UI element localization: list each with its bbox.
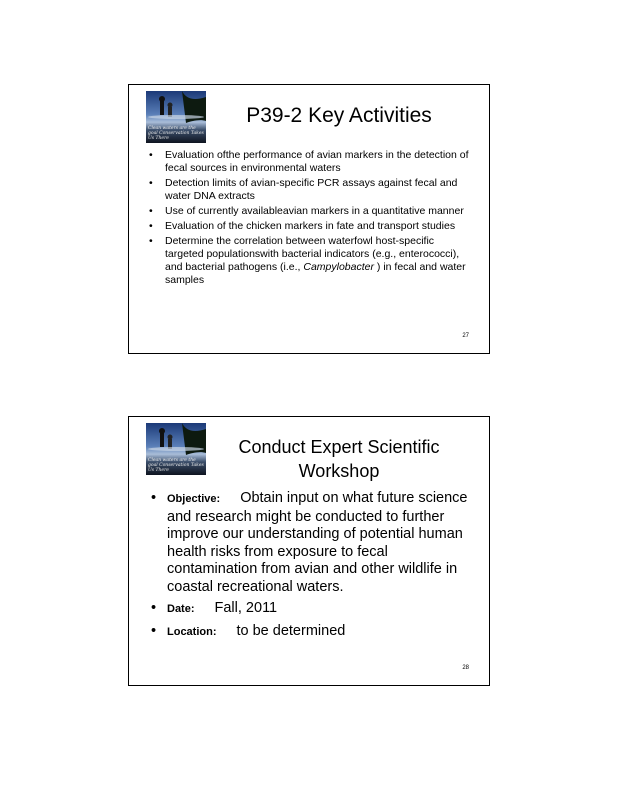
objective-item (151, 490, 471, 596)
location-item (151, 623, 471, 642)
logo-caption: Clean waters are the goal Conservation Takes Us There (148, 458, 204, 473)
pathogen-name: Campylobacter (303, 261, 374, 273)
logo-caption: Clean waters are the goal Conservation Takes Us There (148, 126, 204, 141)
bullet-text-end: ) in fecal and water samples (165, 261, 466, 286)
page-number: 27 (462, 333, 469, 339)
bullet-text: Determine the correlation between waterfowl host-specific targeted populationswith bacterial indicators (e.g., enterococci), and bacterial pathogens (i.e., (165, 235, 460, 273)
logo-image (146, 423, 206, 475)
date-text: Fall, 2011 (214, 600, 278, 616)
date-item (151, 600, 471, 619)
bullet-item: • Detection limits of avian-specific PCR assays against fecal and water DNA extracts (149, 177, 474, 203)
objective-label: Objective: (167, 493, 221, 505)
bullet-item: • Use of currently availableavian markers in a quantitative manner (149, 205, 474, 218)
slide-28 (128, 416, 490, 686)
location-text: to be determined (236, 622, 346, 639)
date-label: Date: (167, 603, 195, 615)
bullet-item: • Evaluation of the chicken markers in fate and transport studies (149, 220, 474, 233)
bullet-list (151, 490, 471, 645)
bullet-list (149, 149, 474, 289)
bullet-item (149, 235, 474, 287)
logo-image (146, 91, 206, 143)
bullet-item: • Evaluation ofthe performance of avian markers in the detection of fecal sources in environmental waters (149, 149, 474, 175)
location-label: Location: (167, 625, 217, 638)
page-number: 28 (462, 665, 469, 671)
objective-text: Obtain input on what future science and research might be conducted to further improve our understanding of potential human health risks from exposure to fecal contamination from avian and other wildlife in coastal recreational waters. (167, 490, 468, 595)
slide-title: P39-2 Key Activities (246, 104, 432, 127)
slide-title: Conduct Expert Scientific Workshop (238, 437, 440, 481)
slide-27 (128, 84, 490, 354)
